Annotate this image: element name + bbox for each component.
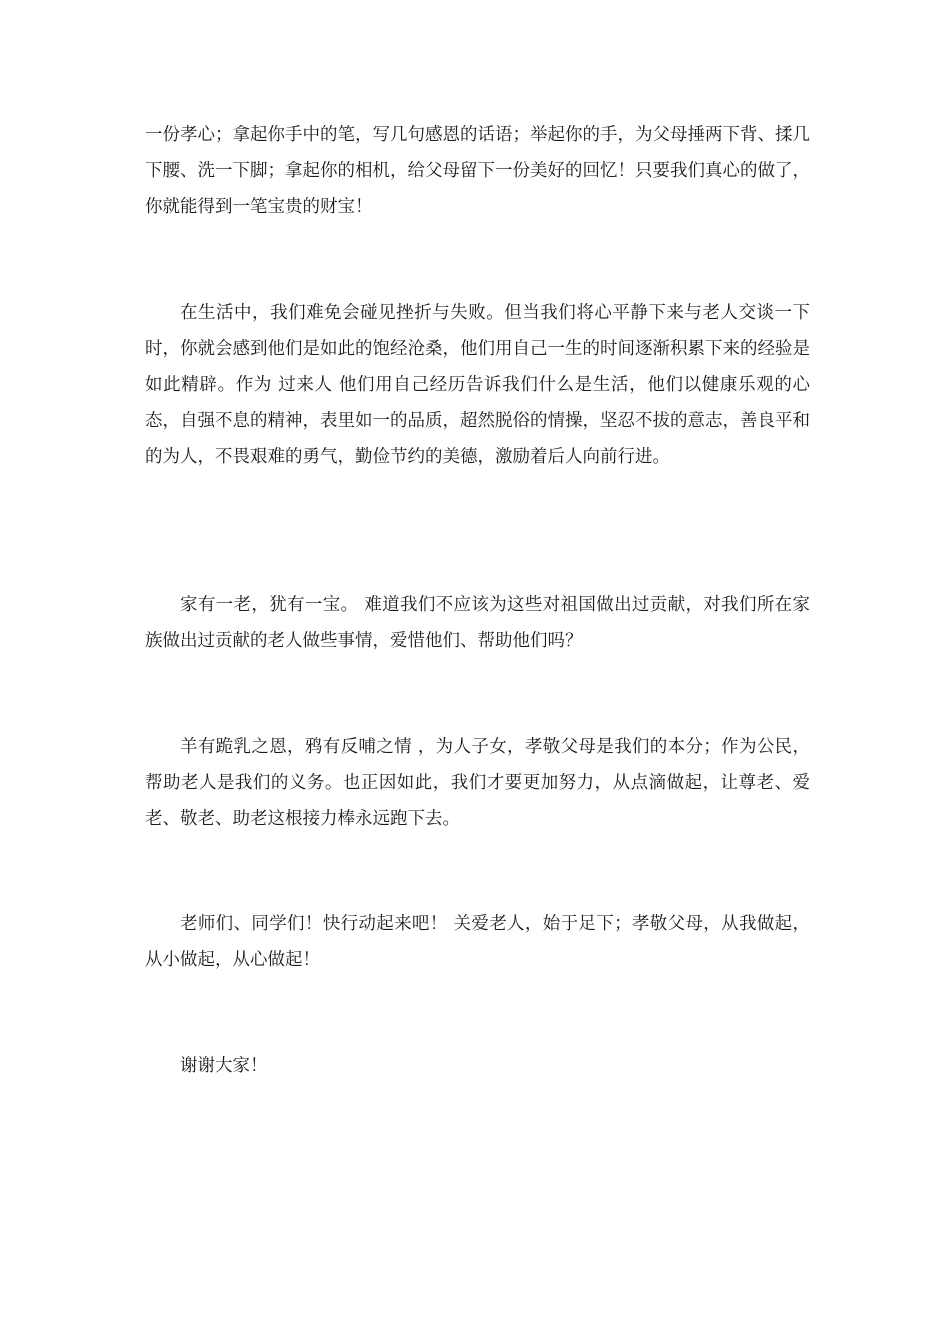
paragraph-call-to-action: 老师们、同学们！快行动起来吧！ 关爱老人，始于足下；孝敬父母，从我做起，从小做起，从心做起！ xyxy=(145,914,810,970)
paragraph-family-treasure: 家有一老，犹有一宝。 难道我们不应该为这些对祖国做出过贡献，对我们所在家族做出过贡献的老人做些事情，爱惜他们、帮助他们吗？ xyxy=(145,595,810,651)
paragraph-life-experience: 在生活中，我们难免会碰见挫折与失败。但当我们将心平静下来与老人交谈一下时，你就会感到他们是如此的饱经沧桑，他们用自己一生的时间逐渐积累下来的经验是如此精辟。作为 过来人 他们用自己经历告诉我们什么是生活，他们以健康乐观的心态，自强不息的精神，表里如一的品质，超然脱俗的情操，坚忍不拔的意志，善良平和的为人，不畏艰难的勇气，勤俭节约的美德，激励着后人向前行进。 xyxy=(145,303,810,467)
paragraph-continuation: 一份孝心；拿起你手中的笔，写几句感恩的话语；举起你的手，为父母捶两下背、揉几下腰、洗一下脚；拿起你的相机，给父母留下一份美好的回忆！只要我们真心的做了，你就能得到一笔宝贵的财宝！ xyxy=(145,125,810,217)
paragraph-thanks: 谢谢大家！ xyxy=(180,1056,268,1076)
paragraph-filial-duty: 羊有跪乳之恩，鸦有反哺之情 ，为人子女，孝敬父母是我们的本分；作为公民，帮助老人是我们的义务。也正因如此，我们才要更加努力，从点滴做起，让尊老、爱老、敬老、助老这根接力棒永远跑下去。 xyxy=(145,737,810,829)
